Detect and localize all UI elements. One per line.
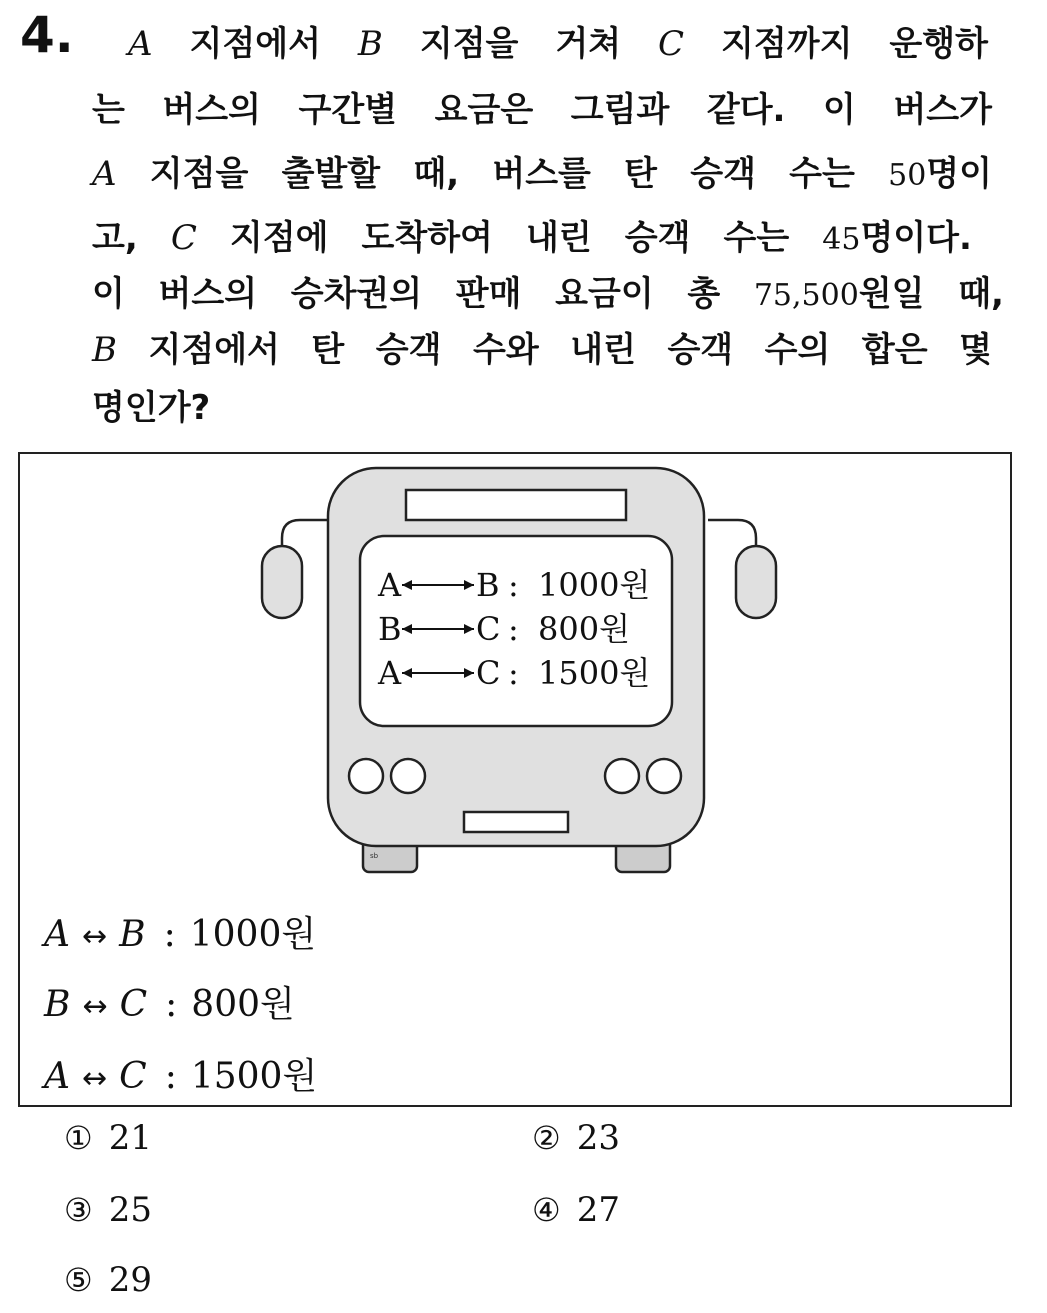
word: 수는 xyxy=(723,218,790,258)
word: 수와 xyxy=(473,330,539,370)
choice-value: 27 xyxy=(576,1190,620,1230)
word: 버스의 xyxy=(158,274,258,314)
fare-row xyxy=(44,906,316,957)
point-a: A xyxy=(128,24,153,64)
double-arrow-icon: ↔ xyxy=(82,989,108,1024)
word: 이 xyxy=(823,90,856,130)
headlight-icon xyxy=(349,759,383,793)
sign-to: C xyxy=(476,610,501,648)
point-a: A xyxy=(92,154,117,194)
double-arrow-icon: ↔ xyxy=(82,919,108,954)
sign-from: A xyxy=(378,654,402,692)
point-b: B xyxy=(92,330,117,370)
fare-from: A xyxy=(44,1056,70,1097)
point-c: C xyxy=(658,24,685,64)
word: 승객 xyxy=(667,330,734,370)
word: 같다. xyxy=(706,90,786,130)
headlight-icon xyxy=(391,759,425,793)
word: 승객 xyxy=(624,218,691,258)
choice-value: 29 xyxy=(108,1260,152,1300)
word: 구간별 xyxy=(298,90,398,130)
word: 지점에서 xyxy=(148,330,280,370)
unit: 원일 xyxy=(858,274,925,314)
question-line-6 xyxy=(92,318,992,382)
fare-amount: 1000원 xyxy=(189,914,317,955)
sign-colon: : xyxy=(508,566,519,604)
unit: 명이다. xyxy=(860,218,972,258)
word: 몇 xyxy=(959,330,992,370)
question-line-1 xyxy=(128,12,988,76)
word: 요금은 xyxy=(434,90,534,130)
double-arrow-icon: ↔ xyxy=(82,1061,108,1096)
word: 승객 xyxy=(690,154,756,194)
word: 는 xyxy=(92,90,125,130)
word: 지점을 xyxy=(419,24,519,64)
left-mirror-icon xyxy=(262,546,302,618)
fare-colon: : xyxy=(164,1056,177,1097)
fare-colon: : xyxy=(165,984,178,1025)
fare-from: B xyxy=(44,984,71,1025)
fare-row xyxy=(44,1048,317,1099)
sign-colon: : xyxy=(508,654,519,692)
choice-mark: ⑤ xyxy=(64,1261,93,1299)
word: 이 xyxy=(92,274,125,314)
bus-illustration xyxy=(260,460,780,880)
sign-colon: : xyxy=(508,610,519,648)
question-line-3 xyxy=(92,142,992,208)
headlight-icon xyxy=(647,759,681,793)
word: 탄 xyxy=(624,154,657,194)
choice-mark: ③ xyxy=(64,1191,93,1229)
right-mirror-arm xyxy=(708,520,756,550)
word: 거쳐 xyxy=(555,24,622,64)
word: 도착하여 xyxy=(361,218,493,258)
sign-from: B xyxy=(378,610,402,648)
word: 승차권의 xyxy=(290,274,423,314)
word: 총 xyxy=(687,274,721,314)
choice-mark: ② xyxy=(532,1119,561,1157)
figure-box xyxy=(18,452,1012,1107)
fare-to: C xyxy=(119,1056,147,1097)
word: 판매 xyxy=(455,274,522,314)
fare-amount: 1500원 xyxy=(190,1056,318,1097)
question-line-2 xyxy=(92,78,992,142)
destination-display xyxy=(406,490,626,520)
word: 버스의 xyxy=(162,90,261,130)
sign-to: C xyxy=(476,654,501,692)
sign-fare: 1500원 xyxy=(538,654,651,692)
fare-to: B xyxy=(119,914,146,955)
word: 지점에 xyxy=(229,218,329,258)
sign-from: A xyxy=(378,566,402,604)
choice-mark: ④ xyxy=(532,1191,561,1229)
point-b: B xyxy=(357,24,383,64)
headlight-icon xyxy=(605,759,639,793)
sign-fare: 800원 xyxy=(538,610,630,648)
word: 그림과 xyxy=(570,90,670,130)
fare-row xyxy=(44,976,295,1027)
word: 수는 xyxy=(789,154,855,194)
word: 수의 xyxy=(764,330,831,370)
word: 지점까지 xyxy=(721,24,853,64)
number: 45 xyxy=(822,222,861,257)
word: 승객 xyxy=(375,330,442,370)
word: 탄 xyxy=(311,330,345,370)
word: 지점에서 xyxy=(189,24,321,64)
fare-from: A xyxy=(44,914,70,955)
sign-to: B xyxy=(476,566,500,604)
word: 출발할 xyxy=(281,154,381,194)
boarding-count xyxy=(888,142,992,208)
choice-2[interactable] xyxy=(532,1118,620,1158)
fare-to: C xyxy=(119,984,148,1025)
right-mirror-icon xyxy=(736,546,776,618)
choice-value: 25 xyxy=(108,1190,152,1230)
choice-value: 21 xyxy=(108,1118,152,1158)
word: 때, xyxy=(958,274,1004,314)
fare-amount: 800원 xyxy=(191,984,295,1025)
tire-mark: sb xyxy=(370,852,379,860)
choice-1[interactable] xyxy=(64,1118,152,1158)
question-number: 4. xyxy=(20,6,74,64)
choice-5[interactable] xyxy=(64,1260,152,1300)
word: 운행하 xyxy=(889,24,988,64)
choice-mark: ① xyxy=(64,1119,93,1157)
left-mirror-arm xyxy=(282,520,330,550)
number: 75,500 xyxy=(753,278,859,313)
choice-4[interactable] xyxy=(532,1190,620,1230)
point-c: C xyxy=(170,218,197,258)
word: 합은 xyxy=(861,330,928,370)
word: 내린 xyxy=(570,330,636,370)
word: 지점을 xyxy=(149,154,249,194)
sign-fare: 1000원 xyxy=(538,566,651,604)
question-line-7: 명인가? xyxy=(92,388,211,428)
number: 50 xyxy=(888,158,927,193)
word: 때, xyxy=(413,154,460,194)
choice-value: 23 xyxy=(576,1118,620,1158)
unit: 명이 xyxy=(926,154,992,194)
word: 요금이 xyxy=(555,274,654,314)
license-plate xyxy=(464,812,568,832)
fare-colon: : xyxy=(163,914,176,955)
word: 버스가 xyxy=(893,90,992,130)
word: 버스를 xyxy=(492,154,591,194)
word: 고, xyxy=(92,218,138,258)
choice-3[interactable] xyxy=(64,1190,152,1230)
word: 내린 xyxy=(525,218,592,258)
